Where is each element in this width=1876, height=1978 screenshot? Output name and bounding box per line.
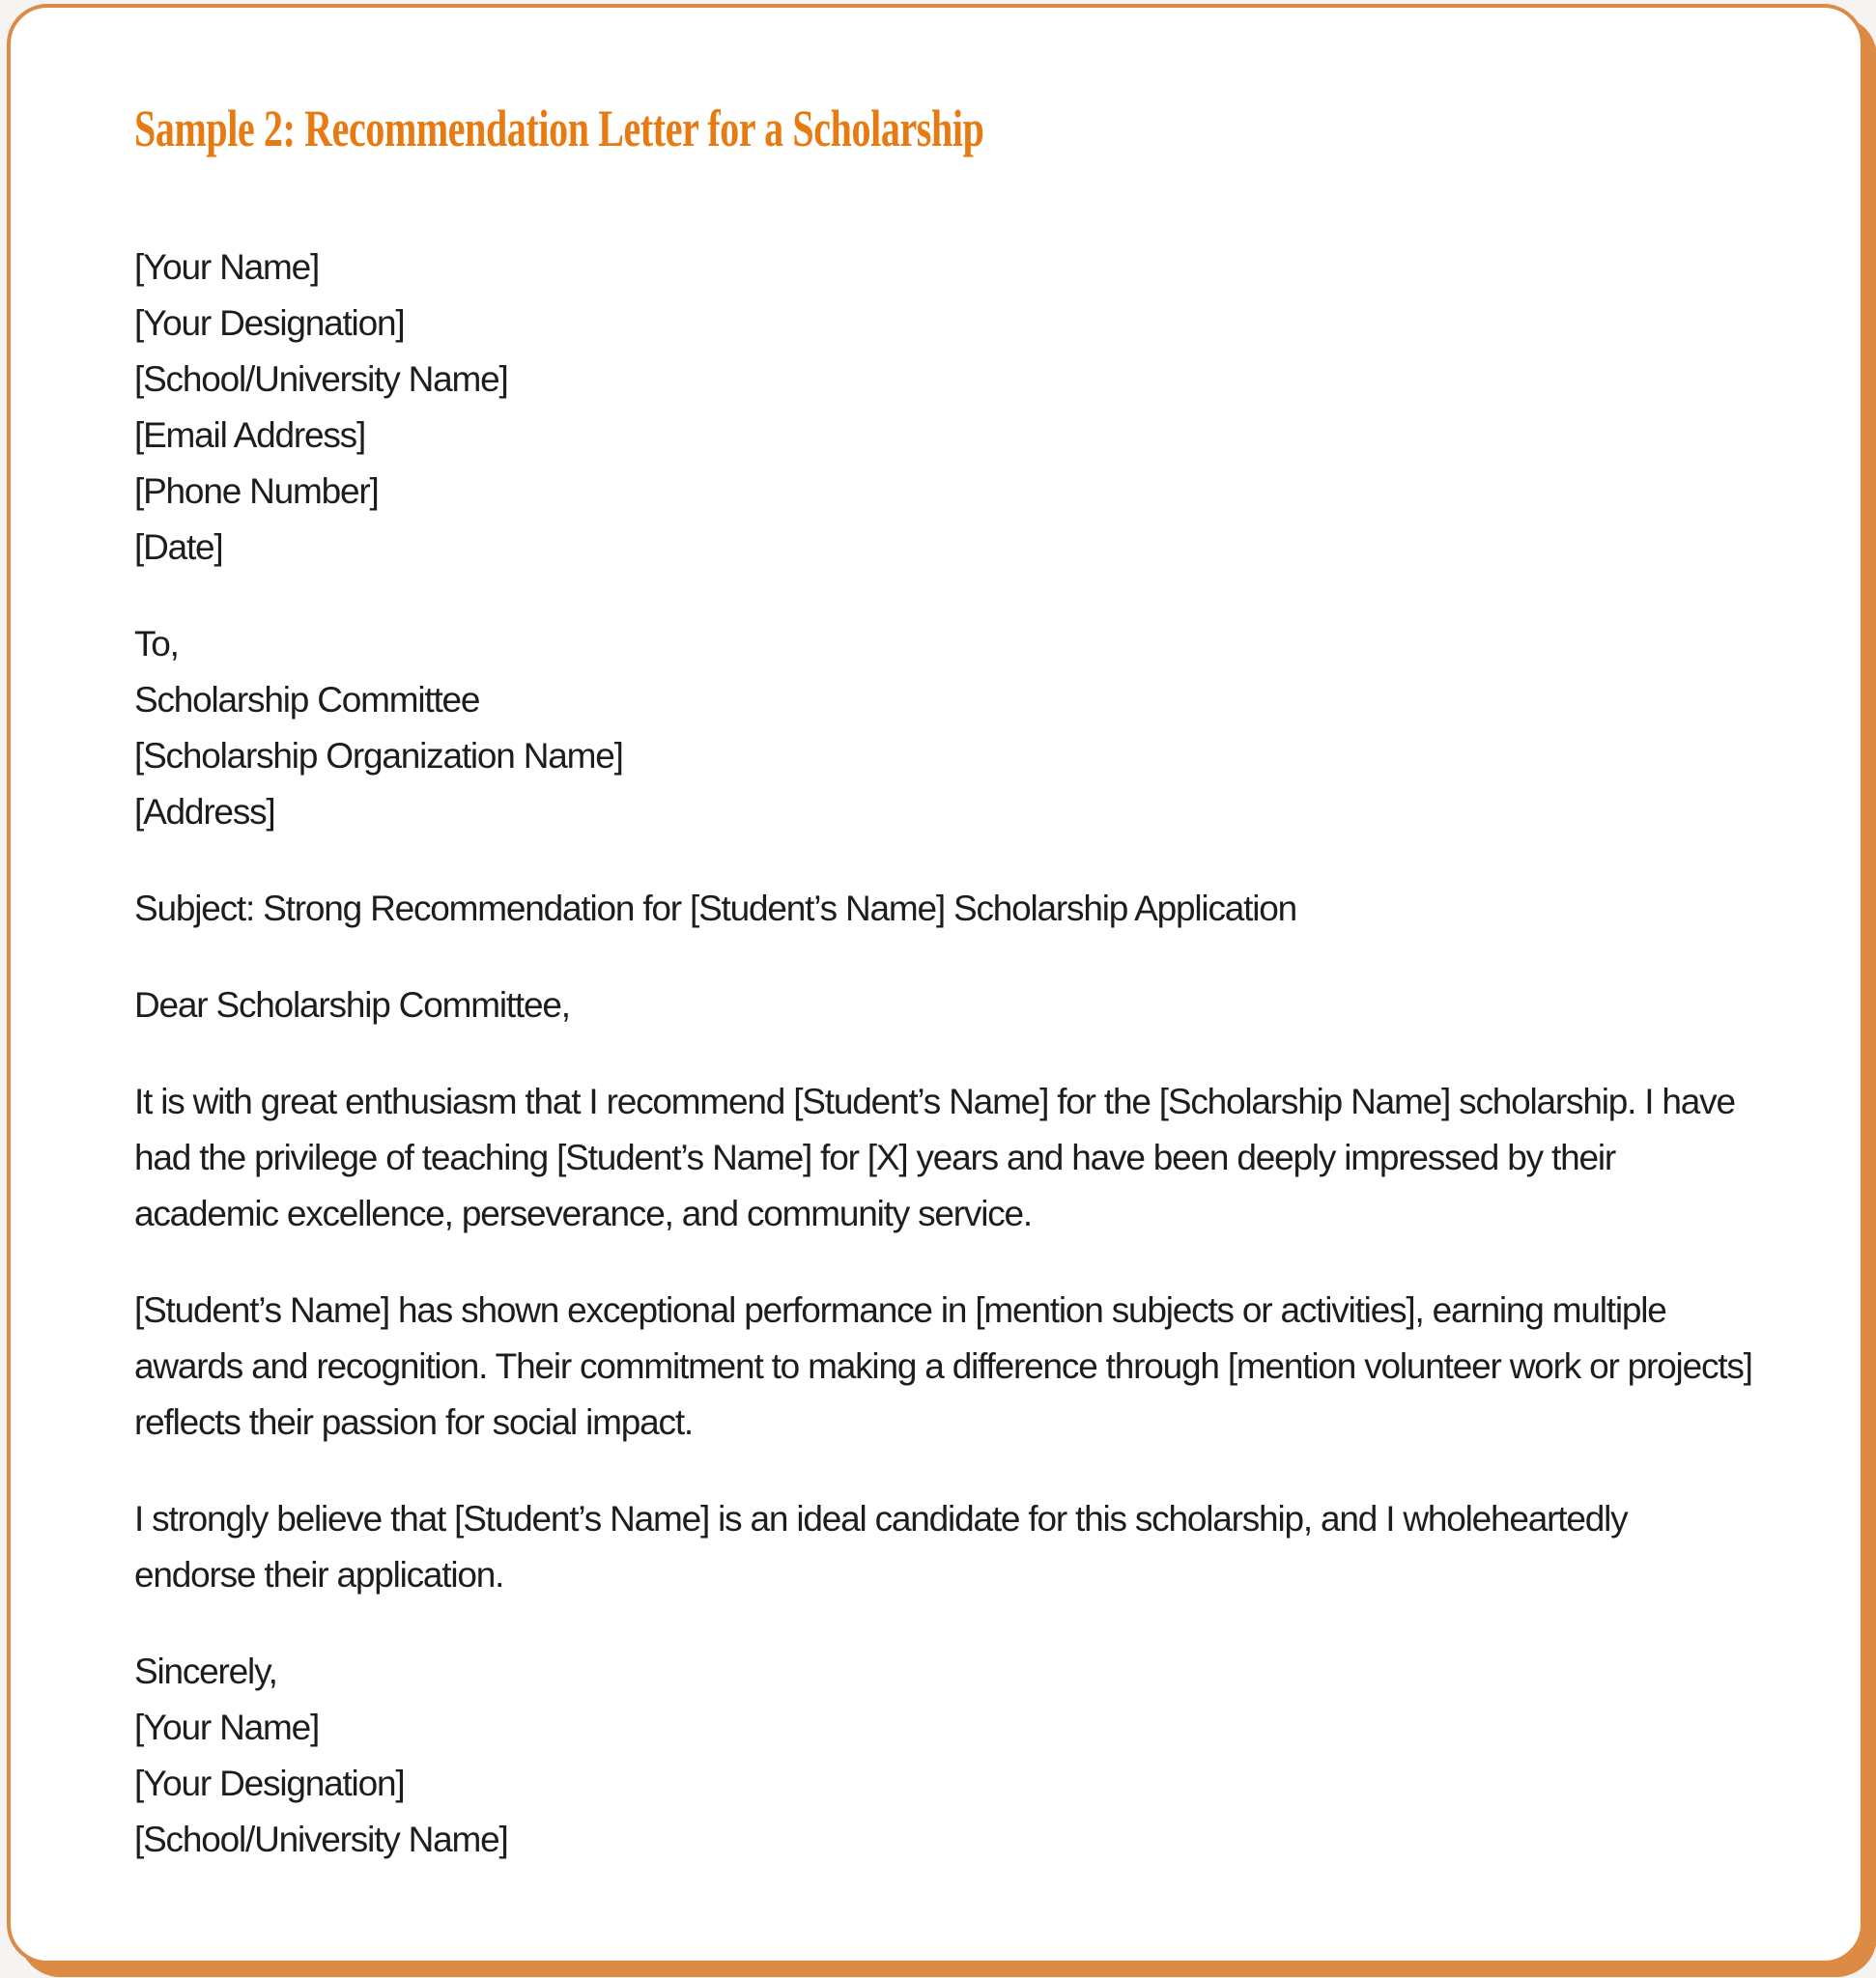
recipient-line-address: [Address] bbox=[134, 792, 275, 832]
salutation: Dear Scholarship Committee, bbox=[134, 985, 570, 1025]
subject-line: Subject: Strong Recommendation for [Student’s Name] Scholarship Application bbox=[134, 889, 1296, 928]
recipient-line-to: To, bbox=[134, 624, 179, 664]
letter-paragraph-3: I strongly believe that [Student’s Name] is an ideal candidate for this scholarship, and I wholeheartedly endorse their application. bbox=[134, 1499, 1628, 1595]
recipient-block bbox=[134, 616, 1752, 840]
sender-line-email: [Email Address] bbox=[134, 415, 366, 455]
page-title: Sample 2: Recommendation Letter for a Scholarship bbox=[134, 99, 984, 157]
closing-line-school: [School/University Name] bbox=[134, 1820, 508, 1859]
letter-card bbox=[7, 4, 1864, 1964]
recipient-line-organization: [Scholarship Organization Name] bbox=[134, 736, 623, 776]
sender-line-name: [Your Name] bbox=[134, 247, 320, 287]
letter-body bbox=[11, 8, 1861, 1868]
sender-line-school: [School/University Name] bbox=[134, 359, 508, 399]
recipient-line-committee: Scholarship Committee bbox=[134, 680, 480, 720]
sender-block bbox=[134, 240, 1752, 576]
title-row bbox=[134, 99, 1752, 158]
sender-line-date: [Date] bbox=[134, 527, 223, 567]
sender-line-designation: [Your Designation] bbox=[134, 303, 405, 343]
letter-paragraph-2: [Student’s Name] has shown exceptional performance in [mention subjects or activities], earning multiple awards and recognition. Their commitment to making a difference through [mention volunteer work or projects] reflects their passion for social impact. bbox=[134, 1290, 1752, 1442]
closing-line-designation: [Your Designation] bbox=[134, 1764, 405, 1803]
closing-line-sincerely: Sincerely, bbox=[134, 1652, 277, 1691]
closing-block bbox=[134, 1644, 1752, 1868]
sender-line-phone: [Phone Number] bbox=[134, 471, 379, 511]
letter-paragraph-1: It is with great enthusiasm that I recommend [Student’s Name] for the [Scholarship Name] scholarship. I have had the privilege of teaching [Student’s Name] for [X] years and have been deeply impressed by their academic excellence, perseverance, and community service. bbox=[134, 1082, 1735, 1233]
closing-line-name: [Your Name] bbox=[134, 1708, 320, 1747]
